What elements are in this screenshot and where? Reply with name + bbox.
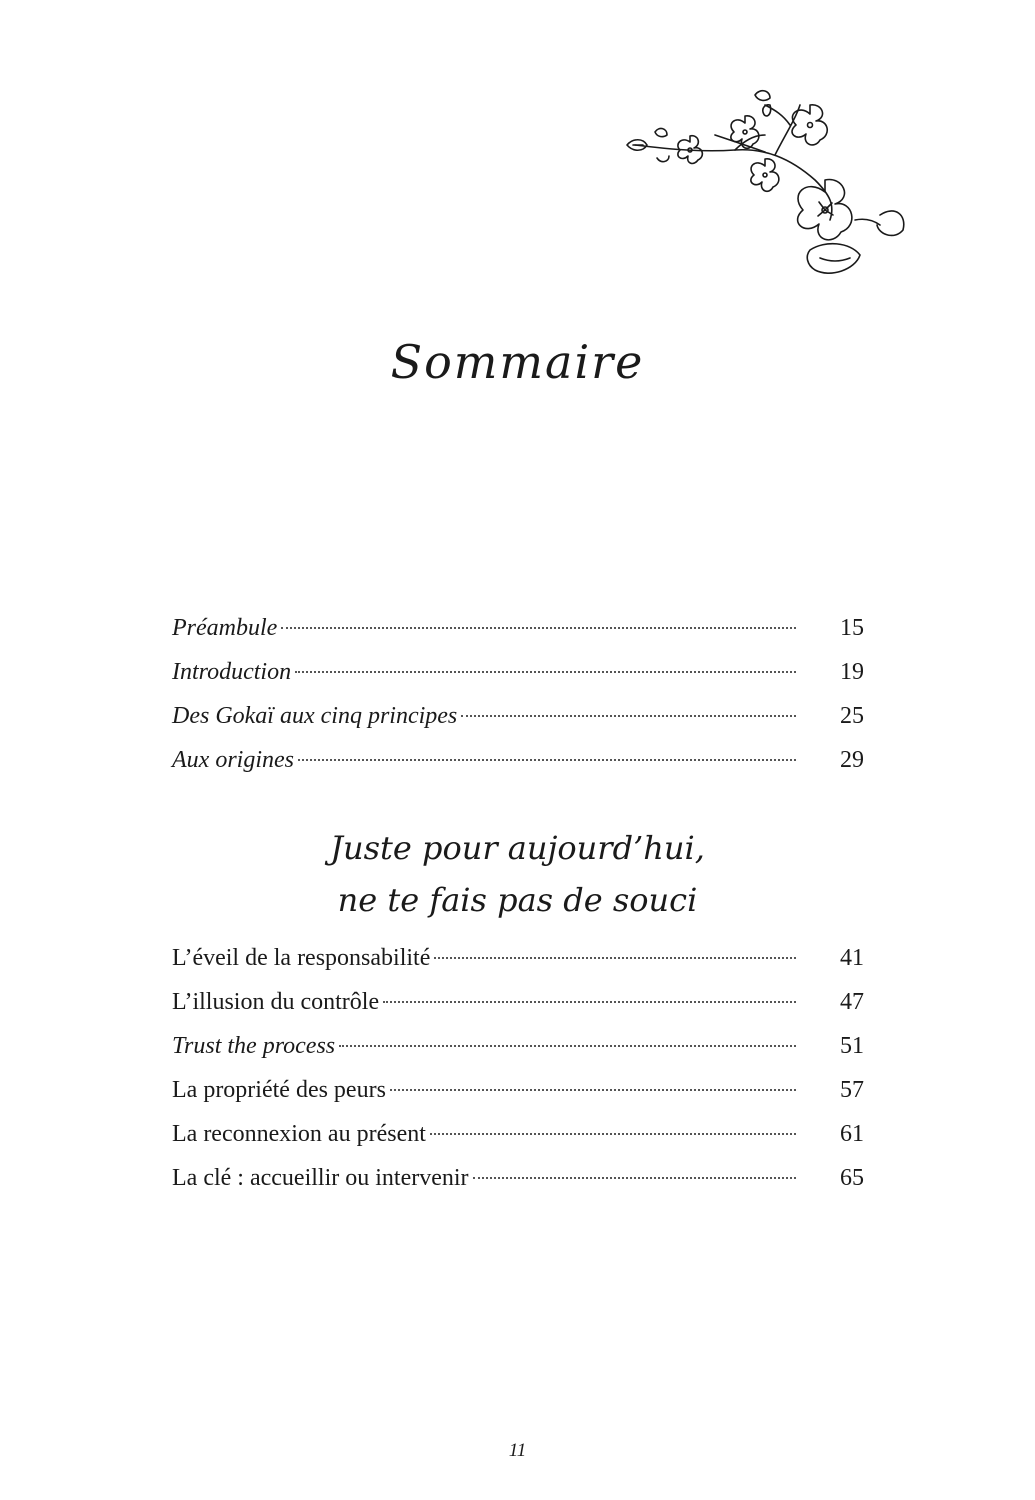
toc-leader-dots [295, 671, 796, 673]
section-heading [0, 822, 1035, 926]
page-title: Sommaire [390, 335, 645, 389]
section-heading-line1: Juste pour aujourd’hui, [330, 829, 705, 867]
section-heading-line2: ne te fais pas de souci [337, 881, 698, 919]
toc-entry-label: Des Gokaï aux cinq principes [172, 703, 458, 729]
toc-entry-label: L’éveil de la responsabilité [172, 945, 431, 971]
toc-leader-dots [298, 759, 796, 761]
toc-entry-label: La propriété des peurs [172, 1077, 386, 1103]
toc-entry-label: Aux origines [172, 747, 294, 773]
toc-entry[interactable] [172, 1156, 864, 1200]
toc-leader-dots [461, 715, 796, 717]
cherry-blossom-branch-icon [615, 80, 915, 290]
page-number: 11 [508, 1440, 527, 1461]
toc-entry[interactable] [172, 650, 864, 694]
toc-leader-dots [281, 627, 796, 629]
toc-leader-dots [339, 1045, 796, 1047]
toc-entry[interactable] [172, 980, 864, 1024]
toc-entry-label: L’illusion du contrôle [172, 989, 380, 1015]
toc-intro-list [172, 606, 864, 782]
toc-leader-dots [473, 1177, 796, 1179]
toc-leader-dots [390, 1089, 796, 1091]
toc-entry[interactable] [172, 694, 864, 738]
toc-entry[interactable] [172, 1024, 864, 1068]
toc-entry-label: La clé : accueillir ou intervenir [172, 1165, 469, 1191]
toc-leader-dots [430, 1133, 796, 1135]
toc-entry-page: 61 [840, 1121, 864, 1147]
toc-leader-dots [434, 957, 796, 959]
toc-entry-label: La reconnexion au présent [172, 1121, 426, 1147]
toc-entry-page: 65 [840, 1165, 864, 1191]
toc-entry-page: 57 [840, 1077, 864, 1103]
toc-entry-page: 15 [840, 615, 864, 641]
toc-entry[interactable] [172, 1112, 864, 1156]
toc-section-list [172, 936, 864, 1200]
toc-entry-label: Préambule [172, 615, 278, 641]
toc-entry-page: 51 [840, 1033, 864, 1059]
toc-entry-page: 19 [840, 659, 864, 685]
toc-entry-page: 41 [840, 945, 864, 971]
toc-entry-page: 25 [840, 703, 864, 729]
toc-leader-dots [383, 1001, 796, 1003]
toc-entry-page: 47 [840, 989, 864, 1015]
toc-entry-label: Trust the process [172, 1033, 336, 1059]
toc-entry-page: 29 [840, 747, 864, 773]
toc-entry[interactable] [172, 738, 864, 782]
toc-entry-label: Introduction [172, 659, 292, 685]
toc-entry[interactable] [172, 936, 864, 980]
toc-entry[interactable] [172, 1068, 864, 1112]
toc-entry[interactable] [172, 606, 864, 650]
